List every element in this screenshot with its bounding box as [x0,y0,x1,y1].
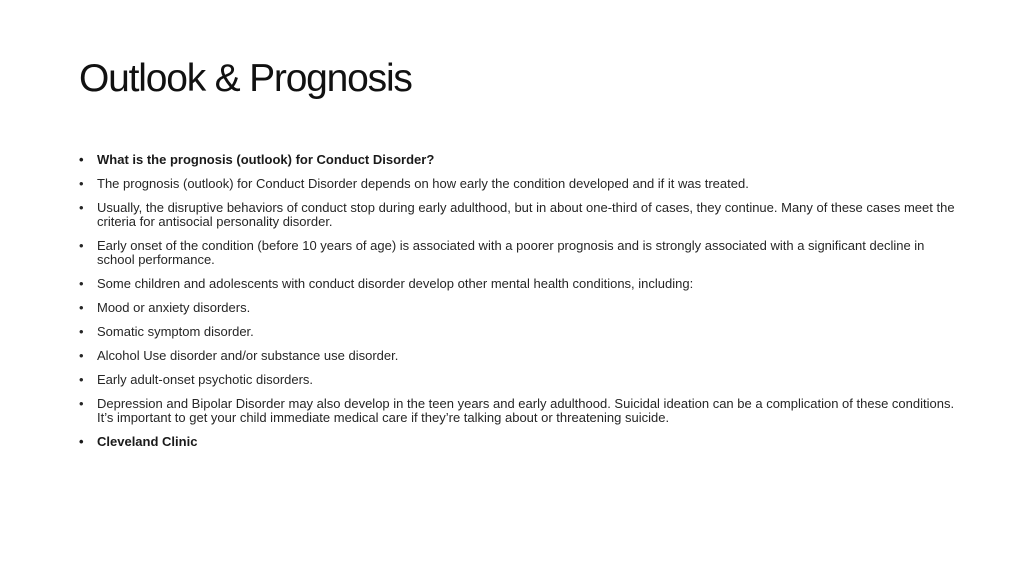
bullet-dot-icon: • [79,200,84,215]
bullet-item [79,325,959,339]
bullet-text: Alcohol Use disorder and/or substance use disorder. [97,348,399,363]
bullet-item [79,349,959,363]
bullet-text: Depression and Bipolar Disorder may also develop in the teen years and early adulthood. Suicidal ideation can be a complication of these conditions. It’s important to get your child immediate medical care if they’re talking about or threatening suicide. [97,396,955,425]
bullet-text: Some children and adolescents with conduct disorder develop other mental health conditions, including: [97,276,694,291]
bullet-item [79,239,959,267]
bullet-dot-icon: • [79,434,84,449]
bullet-item [79,201,959,229]
bullet-text: The prognosis (outlook) for Conduct Disorder depends on how early the condition developed and if it was treated. [97,176,749,191]
bullet-dot-icon: • [79,276,84,291]
bullet-text: Mood or anxiety disorders. [97,300,251,315]
bullet-text: Cleveland Clinic [97,434,198,449]
bullet-list [79,153,959,459]
bullet-dot-icon: • [79,176,84,191]
bullet-text: What is the prognosis (outlook) for Conduct Disorder? [97,152,435,167]
bullet-dot-icon: • [79,396,84,411]
slide-title: Outlook & Prognosis [79,57,412,100]
bullet-dot-icon: • [79,348,84,363]
bullet-item [79,177,959,191]
bullet-item [79,435,959,449]
bullet-item [79,277,959,291]
bullet-item [79,301,959,315]
bullet-text: Somatic symptom disorder. [97,324,254,339]
bullet-dot-icon: • [79,372,84,387]
bullet-text: Early onset of the condition (before 10 years of age) is associated with a poorer prognosis and is strongly associated with a significant decline in school performance. [97,238,925,267]
bullet-text: Usually, the disruptive behaviors of conduct stop during early adulthood, but in about one-third of cases, they continue. Many of these cases meet the criteria for antisocial personality disorder. [97,200,955,229]
bullet-dot-icon: • [79,324,84,339]
bullet-text: Early adult-onset psychotic disorders. [97,372,314,387]
bullet-item [79,153,959,167]
bullet-dot-icon: • [79,238,84,253]
bullet-item [79,373,959,387]
bullet-dot-icon: • [79,152,84,167]
bullet-dot-icon: • [79,300,84,315]
bullet-item [79,397,959,425]
